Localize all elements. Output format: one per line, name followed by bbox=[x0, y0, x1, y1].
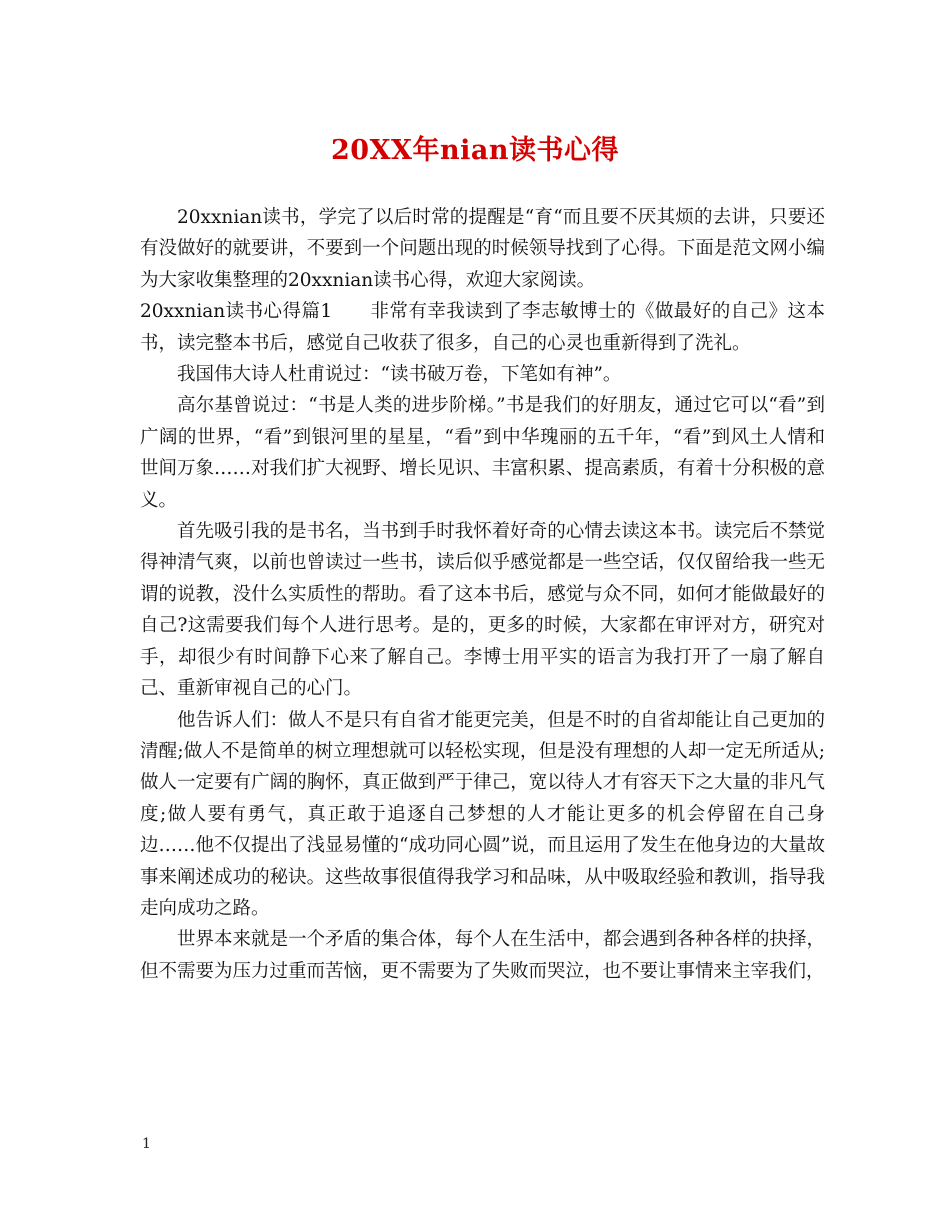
paragraph-dufu-quote: 我国伟大诗人杜甫说过：“读书破万卷，下笔如有神”。 bbox=[177, 364, 622, 386]
paragraph-gorky-quote: 高尔基曾说过：“书是人类的进步阶梯。”书是我们的好朋友，通过它可以“看”到广阔的世界，“看”到银河里的星星，“看”到中华瑰丽的五千年，“看”到风土人情和世间万象……对我们扩大视野、增长见识、丰富积累、提高素质，有着十分积极的意义。 bbox=[140, 395, 825, 511]
paragraph-he-tells: 他告诉人们：做人不是只有自省才能更完美，但是不时的自省却能让自己更加的清醒;做人不是简单的树立理想就可以轻松实现，但是没有理想的人却一定无所适从;做人一定要有广阔的胸怀，真正做到严于律己，宽以待人才有容天下之大量的非凡气度;做人要有勇气，真正敢于追逐自己梦想的人才能让更多的机会停留在自己身边……他不仅提出了浅显易懂的“成功同心圆”说，而且运用了发生在他身边的大量故事来阐述成功的秘诀。这些故事很值得我学习和品味，从中吸取经验和教训，指导我走向成功之路。 bbox=[140, 709, 825, 919]
paragraph-article-1-start: 20xxnian读书心得篇1 非常有幸我读到了李志敏博士的《做最好的自己》这本书，读完整本书后，感觉自己收获了很多，自己的心灵也重新得到了洗礼。 bbox=[140, 301, 825, 354]
paragraph-intro: 20xxnian读书，学完了以后时常的提醒是“育“而且要不厌其烦的去讲，只要还有没做好的就要讲，不要到一个问题出现的时候领导找到了心得。下面是范文网小编为大家收集整理的20xxnian读书心得，欢迎大家阅读。 bbox=[140, 207, 825, 291]
page-number: 1 bbox=[142, 1136, 151, 1152]
document-body bbox=[140, 202, 825, 987]
page-title: 20XX年nian读书心得 bbox=[331, 135, 619, 166]
paragraph-book-title: 首先吸引我的是书名，当书到手时我怀着好奇的心情去读这本书。读完后不禁觉得神清气爽，以前也曾读过一些书，读后似乎感觉都是一些空话，仅仅留给我一些无谓的说教，没什么实质性的帮助。看了这本书后，感觉与众不同，如何才能做最好的自己?这需要我们每个人进行思考。是的，更多的时候，大家都在审评对方，研究对手，却很少有时间静下心来了解自己。李博士用平实的语言为我打开了一扇了解自己、重新审视自己的心门。 bbox=[140, 521, 825, 700]
paragraph-world-contradiction: 世界本来就是一个矛盾的集合体，每个人在生活中，都会遇到各种各样的抉择，但不需要为压力过重而苦恼，更不需要为了失败而哭泣，也不要让事情来主宰我们， bbox=[140, 929, 825, 982]
